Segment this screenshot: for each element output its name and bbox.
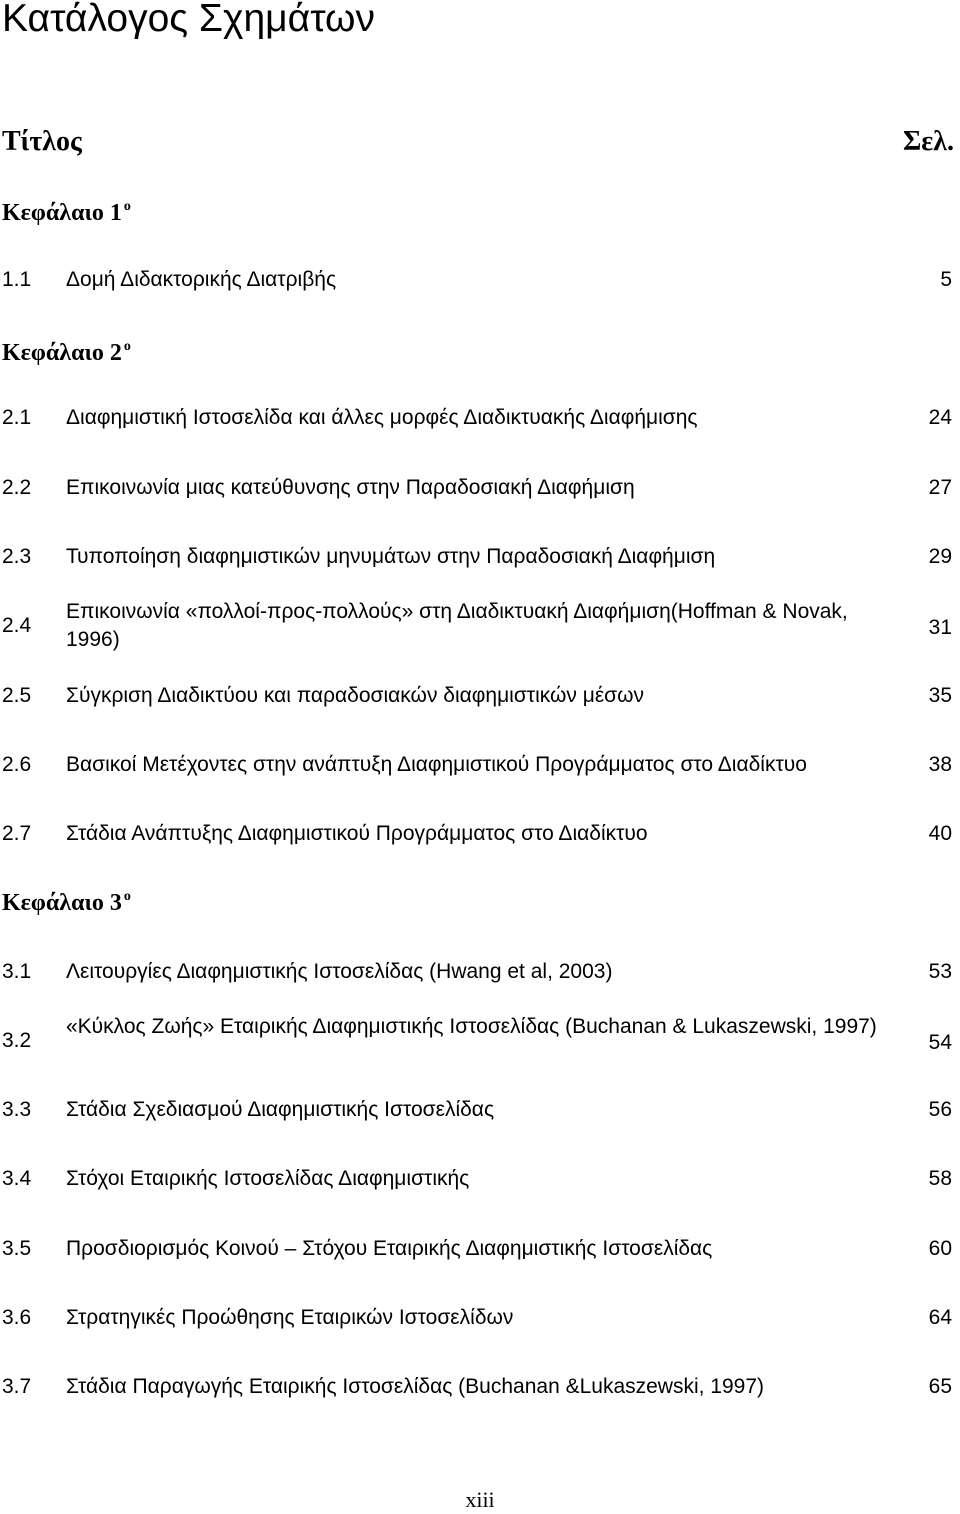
chapter-label: Κεφάλαιο 2: [2, 340, 122, 366]
entry-title: Σύγκριση Διαδικτύου και παραδοσιακών διαφημιστικών μέσων: [66, 684, 645, 707]
entry-number: 3.1: [2, 960, 32, 983]
entry-number: 2.7: [2, 822, 32, 845]
entry-title: Στάδια Παραγωγής Εταιρικής Ιστοσελίδας (Buchanan &Lukaszewski, 1997): [66, 1375, 765, 1398]
entry-title: Στάδια Σχεδιασμού Διαφημιστικής Ιστοσελίδας: [66, 1098, 495, 1121]
entry-title: Τυποποίηση διαφημιστικών μηνυμάτων στην Παραδοσιακή Διαφήμιση: [66, 545, 716, 568]
entry-page: 53: [928, 960, 952, 983]
entry-page: 35: [928, 684, 952, 707]
entry-number: 2.4: [2, 614, 32, 637]
entry-number: 3.4: [2, 1167, 32, 1190]
page-number-footer: [0, 1486, 960, 1514]
entry-number: 3.5: [2, 1237, 32, 1260]
entry-page: 29: [928, 545, 952, 568]
entry-page: 24: [928, 406, 952, 429]
entry-number: 3.3: [2, 1098, 32, 1121]
toc-entry: [0, 1013, 960, 1075]
entry-number: 2.2: [2, 476, 32, 499]
chapter-heading: [2, 196, 131, 230]
entry-page: 40: [928, 822, 952, 845]
entry-number: 2.6: [2, 753, 32, 776]
entry-number: 3.2: [2, 1029, 32, 1052]
entry-title: Στάδια Ανάπτυξης Διαφημιστικού Προγράμματος στο Διαδίκτυο: [66, 822, 648, 845]
page-column-header: Σελ.: [902, 126, 954, 157]
entry-title: Διαφημιστική Ιστοσελίδα και άλλες μορφές Διαδικτυακής Διαφήμισης: [66, 406, 698, 429]
entry-title: Λειτουργίες Διαφημιστικής Ιστοσελίδας (Hwang et al, 2003): [66, 960, 613, 983]
entry-number: 2.3: [2, 545, 32, 568]
entry-title: Επικοινωνία «πολλοί-προς-πολλούς» στη Διαδικτυακή Διαφήμιση(Hoffman & Novak, 1996): [66, 600, 848, 651]
entry-title: «Κύκλος Ζωής» Εταιρικής Διαφημιστικής Ιστοσελίδας (Buchanan & Lukaszewski, 1997): [66, 1015, 877, 1038]
entry-page: 31: [928, 616, 952, 639]
entry-number: 1.1: [2, 268, 32, 291]
entry-page: 56: [928, 1098, 952, 1121]
toc-entry: [0, 598, 960, 660]
entry-page: 38: [928, 753, 952, 776]
entry-page: 5: [940, 268, 952, 291]
entry-title: Προσδιορισμός Κοινού – Στόχου Εταιρικής Διαφημιστικής Ιστοσελίδας: [66, 1237, 713, 1260]
entry-page: 27: [928, 476, 952, 499]
entry-title: Βασικοί Μετέχοντες στην ανάπτυξη Διαφημιστικού Προγράμματος στο Διαδίκτυο: [66, 753, 807, 776]
chapter-label: Κεφάλαιο 3: [2, 890, 122, 916]
chapter-ordinal: ο: [123, 339, 131, 354]
chapter-ordinal: ο: [123, 199, 131, 214]
entry-page: 64: [928, 1306, 952, 1329]
entry-page: 58: [928, 1167, 952, 1190]
entry-page: 54: [928, 1031, 952, 1054]
entry-title: Στόχοι Εταιρικής Ιστοσελίδας Διαφημιστικής: [66, 1167, 470, 1190]
entry-title: Στρατηγικές Προώθησης Εταιρικών Ιστοσελίδων: [66, 1306, 514, 1329]
page-title: Κατάλογος Σχημάτων: [2, 0, 375, 40]
entry-page: 60: [928, 1237, 952, 1260]
entry-page: 65: [928, 1375, 952, 1398]
chapter-heading: [2, 336, 131, 370]
entry-title: Δομή Διδακτορικής Διατριβής: [66, 268, 337, 291]
page-number: xiii: [465, 1487, 495, 1512]
chapter-ordinal: ο: [123, 889, 131, 904]
chapter-heading: [2, 886, 131, 920]
entry-number: 2.5: [2, 684, 32, 707]
entry-title: Επικοινωνία μιας κατεύθυνσης στην Παραδοσιακή Διαφήμιση: [66, 476, 635, 499]
title-column-header: Τίτλος: [2, 126, 82, 157]
entry-number: 3.6: [2, 1306, 32, 1329]
entry-number: 3.7: [2, 1375, 32, 1398]
chapter-label: Κεφάλαιο 1: [2, 200, 122, 226]
entry-number: 2.1: [2, 406, 32, 429]
